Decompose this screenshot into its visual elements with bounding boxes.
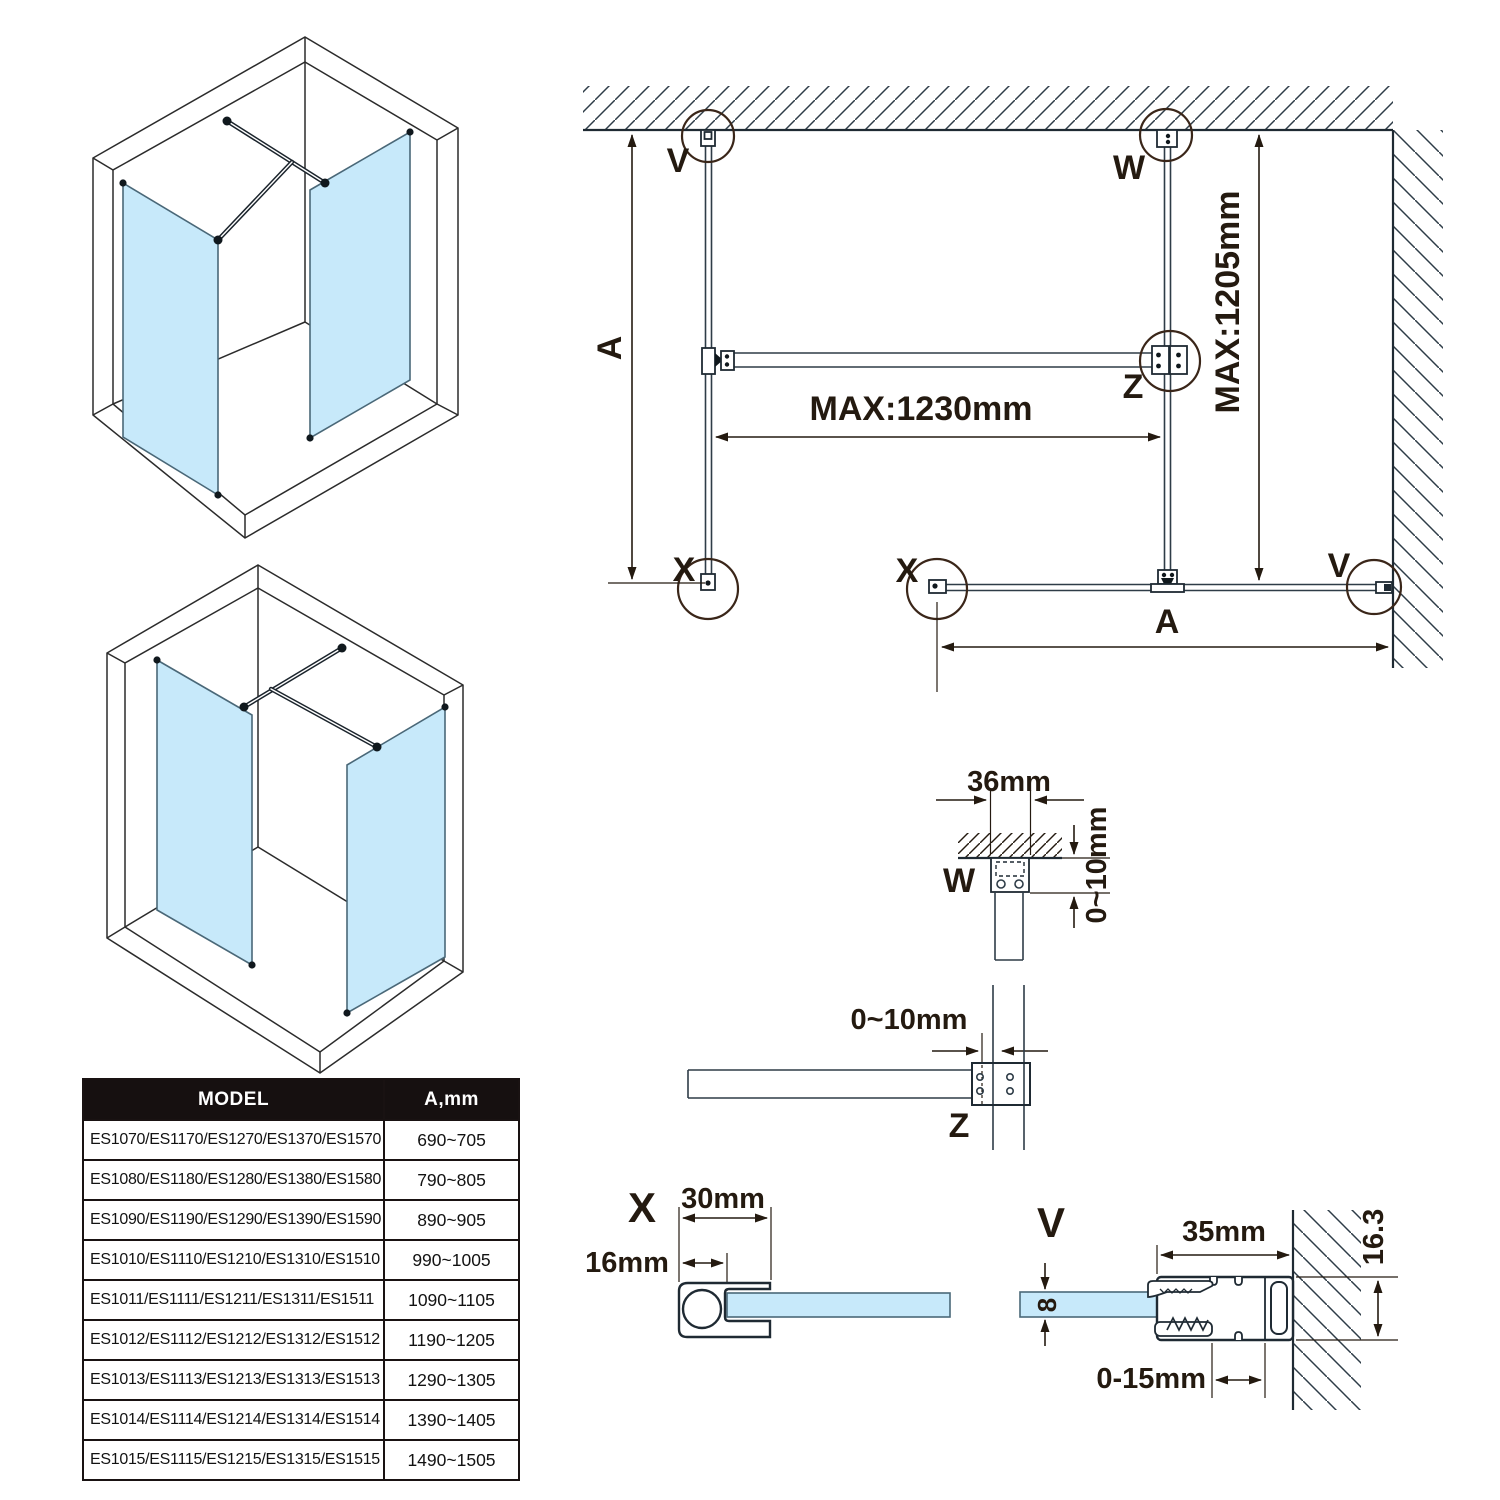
detail-z-gap-label: 0~10mm	[850, 1004, 968, 1036]
wall-hatch	[1293, 1210, 1361, 1410]
detail-v-adjust-label: 0-15mm	[1096, 1363, 1206, 1395]
bracket-w-screw	[1166, 140, 1170, 144]
dimension-a-bottom-label: A	[1154, 603, 1180, 641]
table-row	[83, 1120, 519, 1160]
bar-bracket-screw	[725, 354, 729, 358]
bar-bracket-jaw	[721, 351, 734, 370]
detail-v-drawing	[1015, 1185, 1455, 1480]
dimension-a-left-label: A	[591, 335, 629, 361]
dimension-max-height	[1209, 135, 1259, 580]
table-header-row	[83, 1079, 519, 1120]
a-value-cell: 890~905	[384, 1200, 519, 1240]
detail-x-drawing	[555, 1185, 965, 1355]
dimension-gap	[1030, 807, 1113, 928]
table-row	[83, 1360, 519, 1400]
a-value-cell: 1190~1205	[384, 1320, 519, 1360]
bracket-t-junction	[1151, 570, 1184, 592]
callout-label-w: W	[1112, 149, 1146, 187]
a-value-cell: 790~805	[384, 1160, 519, 1200]
model-cell: ES1013/ES1113/ES1213/ES1313/ES1513	[83, 1360, 384, 1400]
a-value-cell: 1390~1405	[384, 1400, 519, 1440]
model-cell: ES1010/ES1110/ES1210/ES1310/ES1510	[83, 1240, 384, 1280]
glass-panel-left	[123, 183, 218, 495]
callout-label-z: Z	[1122, 368, 1144, 406]
support-bar-end	[995, 892, 1023, 960]
bar-bracket-screw	[725, 362, 729, 366]
a-value-cell: 1090~1105	[384, 1280, 519, 1320]
dimension-a-bottom	[937, 602, 1388, 692]
plan-view-drawing	[575, 80, 1455, 700]
callout-label-x-left: X	[672, 551, 696, 589]
table-row	[83, 1200, 519, 1240]
detail-x-offset-label: 16mm	[585, 1247, 669, 1279]
table-row	[83, 1400, 519, 1440]
table-row	[83, 1320, 519, 1360]
dimension-max-height-label: MAX:1205mm	[1209, 190, 1247, 414]
ceiling-wall-hatch	[583, 86, 1393, 130]
callout-label-v-top: V	[666, 142, 690, 180]
detail-w-drawing	[870, 755, 1130, 1010]
detail-v-width-label: 35mm	[1182, 1216, 1266, 1248]
bracket-w-screw	[1166, 134, 1170, 138]
bracket-w-top	[1157, 130, 1177, 147]
a-value-cell: 1290~1305	[384, 1360, 519, 1400]
bracket-x-left-dot	[705, 580, 710, 585]
model-size-table	[82, 1078, 520, 1481]
glass-panel-right	[347, 707, 445, 1013]
bar-bracket-plate	[702, 348, 715, 374]
support-bar	[688, 1070, 972, 1098]
detail-v-profile-height-label: 16.3	[1358, 1208, 1390, 1266]
model-cell: ES1090/ES1190/ES1290/ES1390/ES1590	[83, 1200, 384, 1240]
glass-panel-section	[727, 1293, 950, 1317]
glass-panel-left	[157, 660, 252, 965]
glass-panel-edge	[993, 985, 1024, 1150]
header-model: MODEL	[83, 1079, 384, 1120]
clamp-bracket	[972, 1063, 1030, 1105]
a-value-cell: 990~1005	[384, 1240, 519, 1280]
model-cell: ES1011/ES1111/ES1211/ES1311/ES1511	[83, 1280, 384, 1320]
dimension-max-width	[716, 390, 1160, 437]
detail-w-gap-label: 0~10mm	[1081, 806, 1113, 924]
model-cell: ES1014/ES1114/ES1214/ES1314/ES1514	[83, 1400, 384, 1440]
model-cell: ES1012/ES1112/ES1212/ES1312/ES1512	[83, 1320, 384, 1360]
detail-v-title: V	[1036, 1199, 1066, 1246]
detail-w-width-label: 36mm	[967, 766, 1051, 798]
table-row	[83, 1280, 519, 1320]
detail-z-title: Z	[948, 1107, 970, 1145]
table-row	[83, 1240, 519, 1280]
support-bars	[218, 121, 325, 240]
table-row	[83, 1440, 519, 1480]
glass-panel-right	[310, 132, 410, 438]
a-value-cell: 690~705	[384, 1120, 519, 1160]
wall-profile	[1148, 1277, 1293, 1340]
callout-label-v-right: V	[1327, 547, 1351, 585]
dimension-adjust	[1096, 1343, 1265, 1398]
iso-view-bottom	[75, 550, 505, 1075]
ceiling-bracket	[991, 858, 1029, 892]
header-a-mm: A,mm	[384, 1079, 519, 1120]
bracket-v-right	[1376, 582, 1392, 593]
dimension-a-left	[591, 135, 705, 583]
iso-view-top	[75, 20, 505, 545]
support-bar-plan	[732, 353, 1152, 367]
detail-v-glass-thickness-label: 8	[1032, 1297, 1062, 1313]
detail-x-width-label: 30mm	[681, 1185, 765, 1215]
dimension-max-width-label: MAX:1230mm	[809, 390, 1033, 428]
callout-label-x-mid: X	[895, 552, 919, 590]
detail-x-title: X	[627, 1185, 657, 1231]
bracket-x-mid-dot	[932, 583, 937, 588]
model-cell: ES1080/ES1180/ES1280/ES1380/ES1580	[83, 1160, 384, 1200]
bracket-z	[1152, 346, 1187, 374]
support-bars	[244, 648, 377, 747]
bracket-v-top-inner	[705, 132, 712, 139]
ceiling-hatch	[958, 833, 1062, 858]
table-row	[83, 1160, 519, 1200]
detail-w-title: W	[942, 862, 976, 900]
model-cell: ES1070/ES1170/ES1270/ES1370/ES1570	[83, 1120, 384, 1160]
detail-z-drawing	[680, 985, 1070, 1170]
a-value-cell: 1490~1505	[384, 1440, 519, 1480]
model-cell: ES1015/ES1115/ES1215/ES1315/ES1515	[83, 1440, 384, 1480]
